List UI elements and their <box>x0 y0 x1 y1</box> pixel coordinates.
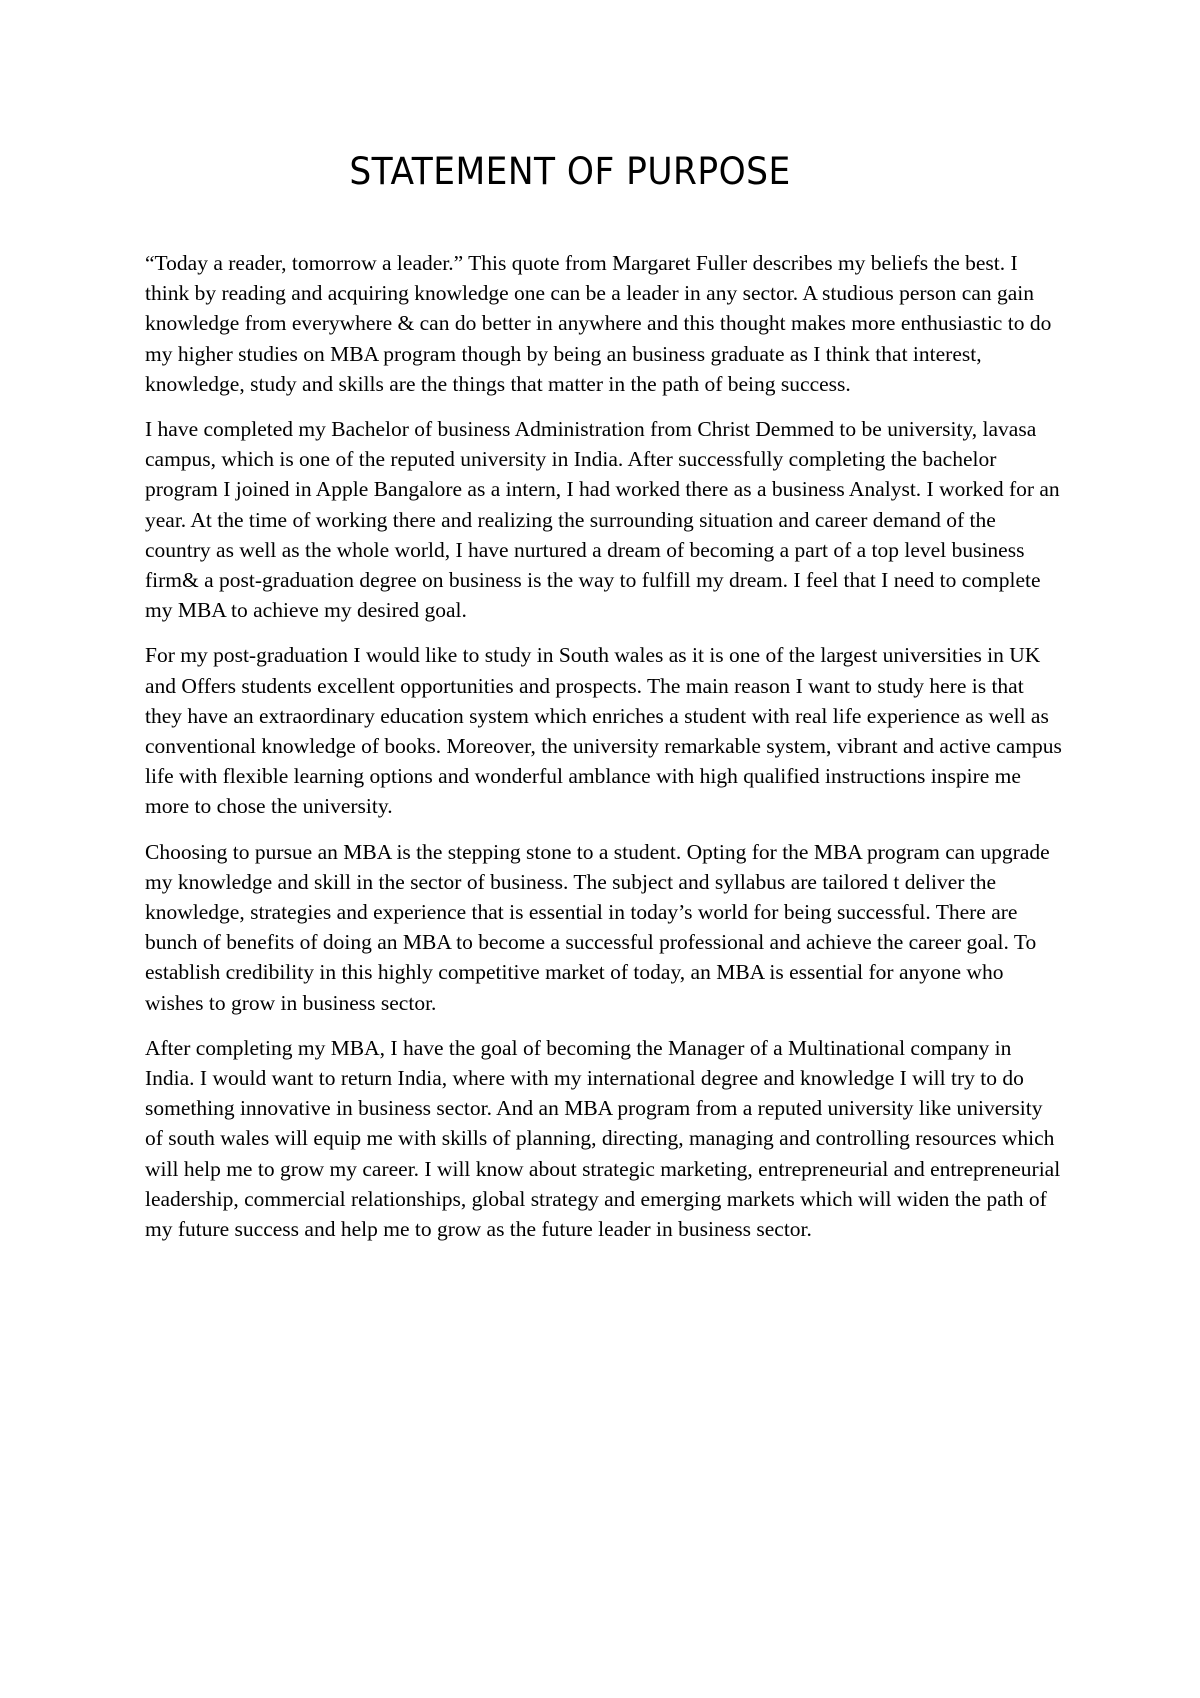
paragraph-career-goals: After completing my MBA, I have the goal of becoming the Manager of a Multinational company in India. I would want to return India, where with my international degree and knowledge I will try to do something innovative in business sector. And an MBA program from a reputed university like university of south wales will equip me with skills of planning, directing, managing and controlling resources which will help me to grow my career. I will know about strategic marketing, entrepreneurial and entrepreneurial leadership, commercial relationships, global strategy and emerging markets which will widen the path of my future success and help me to grow as the future leader in business sector. <box>145 1035 1061 1242</box>
page-title: STATEMENT OF PURPOSE <box>349 150 791 193</box>
paragraph-education: I have completed my Bachelor of business Administration from Christ Demmed to be university, lavasa campus, which is one of the reputed university in India. After successfully completing the bachelor program I joined in Apple Bangalore as a intern, I had worked there as a business Analyst. I worked for an year. At the time of working there and realizing the surrounding situation and career demand of the country as well as the whole world, I have nurtured a dream of becoming a part of a top level business firm& a post-graduation degree on business is the way to fulfill my dream. I feel that I need to complete my MBA to achieve my desired goal. <box>145 417 1060 623</box>
paragraph-intro: “Today a reader, tomorrow a leader.” This quote from Margaret Fuller describes my beliefs the best. I think by reading and acquiring knowledge one can be a leader in any sector. A studious person can gain knowledge from everywhere & can do better in anywhere and this thought makes more enthusiastic to do my higher studies on MBA program though by being an business graduate as I think that interest, knowledge, study and skills are the things that matter in the path of being success. <box>145 251 1052 396</box>
paragraph-mba-benefits: Choosing to pursue an MBA is the stepping stone to a student. Opting for the MBA program can upgrade my knowledge and skill in the sector of business. The subject and syllabus are tailored t deliver the knowledge, strategies and experience that is essential in today’s world for being successful. There are bunch of benefits of doing an MBA to become a successful professional and achieve the career goal. To establish credibility in this highly competitive market of today, an MBA is essential for anyone who wishes to grow in business sector. <box>145 839 1050 1015</box>
paragraph-university-choice: For my post-graduation I would like to study in South wales as it is one of the largest universities in UK and Offers students excellent opportunities and prospects. The main reason I want to study here is that they have an extraordinary education system which enriches a student with real life experience as well as conventional knowledge of books. Moreover, the university remarkable system, vibrant and active campus life with flexible learning options and wonderful amblance with high qualified instructions inspire me more to chose the university. <box>145 643 1062 819</box>
document-body <box>145 248 1065 1259</box>
